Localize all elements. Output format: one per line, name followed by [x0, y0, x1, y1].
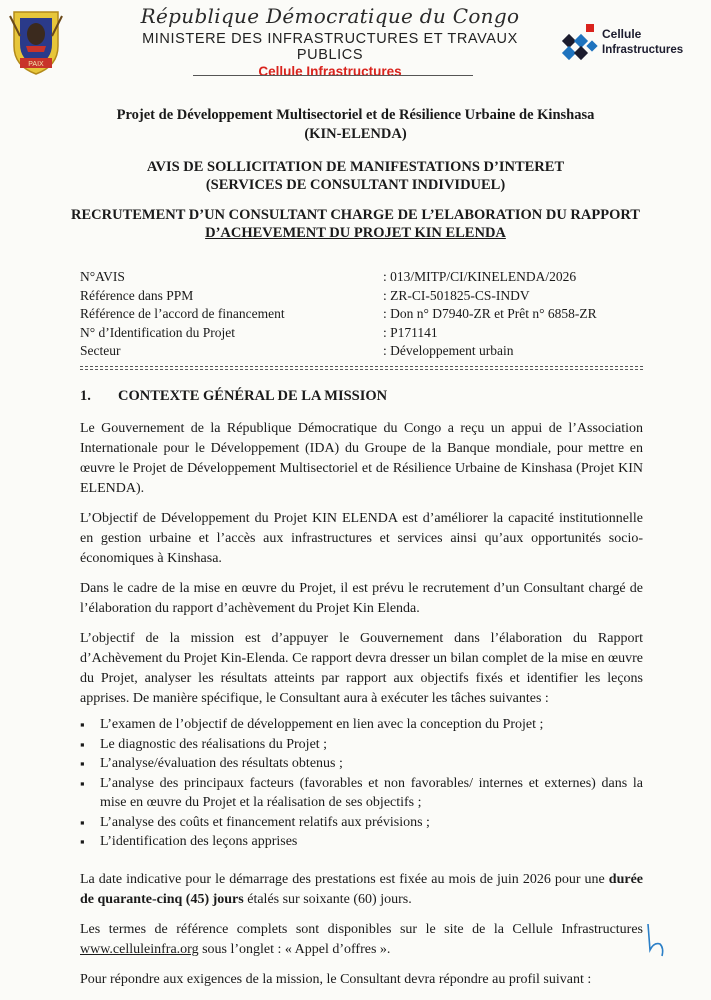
website-link[interactable]: www.celluleinfra.org	[80, 941, 199, 957]
section-body	[80, 419, 643, 1000]
logo-line-1: Cellule	[602, 27, 642, 41]
project-title: Projet de Développement Multisectoriel et de Résilience Urbaine de Kinshasa (KIN-ELENDA)	[116, 107, 595, 142]
separator-line	[80, 366, 643, 367]
header-divider	[193, 75, 473, 76]
info-row: N°AVIS : 013/MITP/CI/KINELENDA/2026	[80, 269, 577, 284]
paragraph: Les termes de référence complets sont disponibles sur le site de la Cellule Infrastructures www.celluleinfra.org sous l’onglet : « Appel d’offres ».	[80, 921, 643, 957]
list-item: ▪ Le diagnostic des réalisations du Projet ;	[80, 735, 643, 755]
list-item: ▪ L’analyse des principaux facteurs (favorables et non favorables/ internes et externes) dans la mise en œuvre du Projet et la réalisation de ses objectifs ;	[80, 774, 643, 813]
list-item: ▪ L’identification des leçons apprises	[80, 832, 643, 852]
document-titles	[40, 106, 671, 242]
handwritten-mark-icon	[640, 920, 670, 960]
info-row: Référence dans PPM : ZR-CI-501825-CS-INDV	[80, 287, 530, 303]
cellule-logo	[556, 22, 706, 66]
svg-text:PAIX: PAIX	[28, 61, 44, 68]
paragraph: La date indicative pour le démarrage des prestations est fixée au mois de juin 2026 pour une durée de quarante-cinq (45) jours étalés sur soixante (60) jours.	[80, 871, 643, 907]
cellule-logo-icon	[556, 22, 600, 66]
separator-line	[80, 369, 643, 370]
paragraph: L’objectif de la mission est d’appuyer le Gouvernement dans l’élaboration du Rapport d’Achèvement du Projet Kin-Elenda. Ce rapport devra dresser un bilan complet de la mise en œuvre du Projet, analyser les résultats atteints par rapport aux objectifs fixés et identifier les leçons apprises. De manière spécifique, le Consultant aura à exécuter les tâches suivantes :	[80, 631, 643, 706]
list-item: ▪ L’analyse/évaluation des résultats obtenus ;	[80, 754, 643, 774]
republic-name: République Démocratique du Congo	[140, 4, 520, 28]
paragraph: Le Gouvernement de la République Démocratique du Congo a reçu un appui de l’Association Internationale pour le Développement (IDA) du Groupe de la Banque mondiale, pour mettre en œuvre le Projet de Développement Multisectoriel et de Résilience Urbaine de Kinshasa (Projet KIN ELENDA).	[80, 421, 643, 496]
cellule-name: Cellule Infrastructures	[258, 64, 402, 79]
section-heading: 1. CONTEXTE GÉNÉRAL DE LA MISSION	[80, 388, 388, 404]
list-item: ▪ L’analyse des coûts et financement relatifs aux prévisions ;	[80, 813, 643, 833]
ministry-name: MINISTERE DES INFRASTRUCTURES ET TRAVAUX PUBLICS	[142, 31, 518, 63]
task-list	[80, 715, 643, 852]
paragraph: Pour répondre aux exigences de la mission, le Consultant devra répondre au profil suivant :	[80, 971, 592, 987]
info-row: Secteur : Développement urbain	[80, 343, 514, 358]
notice-title: AVIS DE SOLLICITATION DE MANIFESTATIONS D’INTERET (SERVICES DE CONSULTANT INDIVIDUEL)	[146, 159, 565, 193]
info-row: Référence de l’accord de financement : Don n° D7940-ZR et Prêt n° 6858-ZR	[80, 306, 597, 321]
notice-info-table	[80, 268, 660, 361]
info-row: N° d’Identification du Projet : P171141	[80, 324, 438, 340]
recruitment-title: RECRUTEMENT D’UN CONSULTANT CHARGE DE L’ELABORATION DU RAPPORT D’ACHEVEMENT DU PROJET KIN ELENDA	[71, 207, 640, 241]
list-item: ▪ L’examen de l’objectif de développement en lien avec la conception du Projet ;	[80, 715, 643, 735]
coat-of-arms-emblem	[6, 6, 66, 78]
logo-line-2: Infrastructures	[602, 44, 684, 56]
paragraph: L’Objectif de Développement du Projet KIN ELENDA est d’améliorer la capacité institutionnelle en gestion urbaine et l’accès aux infrastructures et services ainsi qu’aux opportunités socio-économiques à Kinshasa.	[80, 511, 643, 566]
paragraph: Dans le cadre de la mise en œuvre du Projet, il est prévu le recrutement d’un Consultant chargé de l’élaboration du rapport d’achèvement du Projet Kin Elenda.	[80, 581, 643, 616]
letterhead	[110, 4, 550, 79]
